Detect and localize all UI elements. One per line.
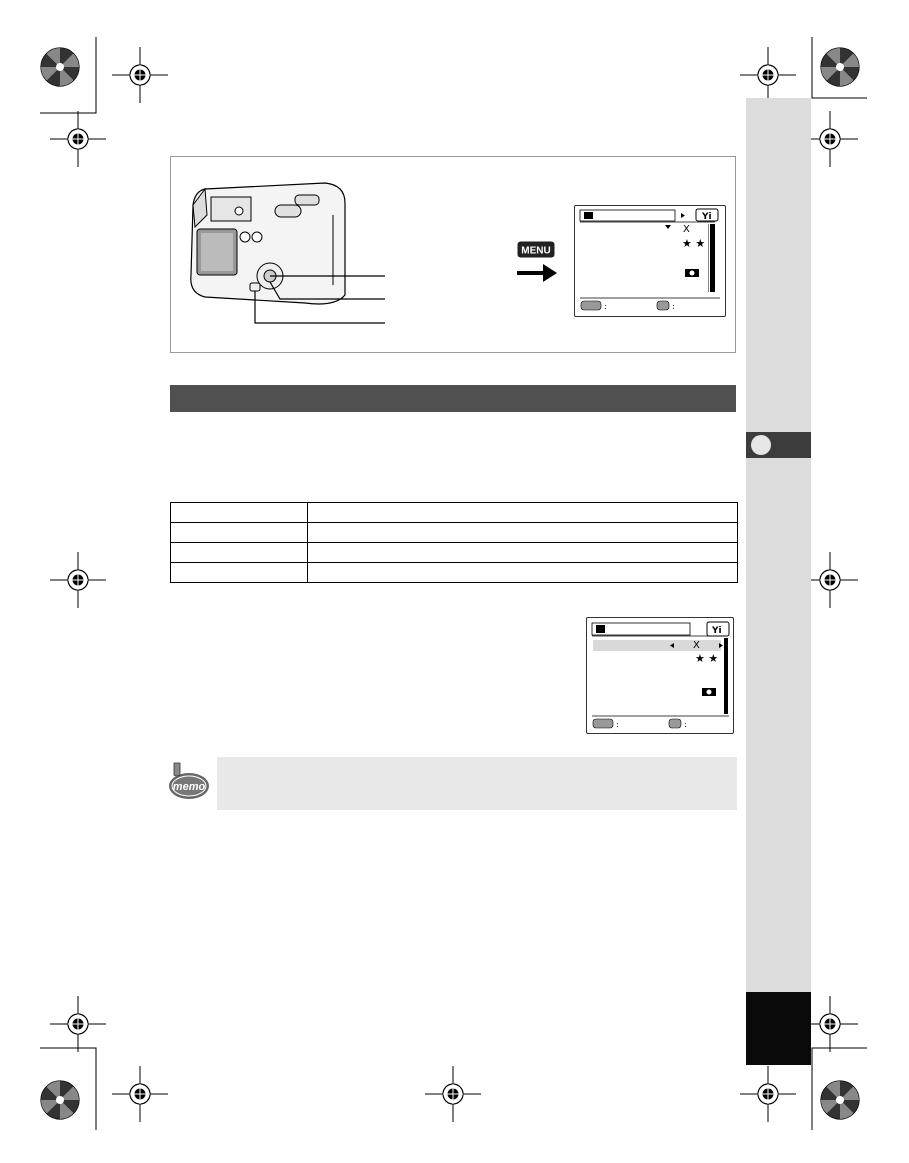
lcd-menu-screen-2 xyxy=(586,617,734,734)
screen2-row2-value: ★ ★ xyxy=(695,652,719,665)
svg-text::: : xyxy=(616,720,619,729)
memo-box xyxy=(217,757,737,810)
svg-text:Yi: Yi xyxy=(702,212,712,222)
svg-text:Yi: Yi xyxy=(712,626,722,636)
info-table xyxy=(170,502,738,583)
menu-button-icon xyxy=(517,241,555,258)
menu-button-label: MENU xyxy=(521,245,551,257)
table-cell xyxy=(308,523,738,543)
table-row xyxy=(171,563,738,583)
lcd-menu-screen-1 xyxy=(574,205,726,317)
screen1-row1-value: X xyxy=(683,224,690,235)
table-cell xyxy=(308,543,738,563)
table-cell xyxy=(171,503,308,523)
table-cell xyxy=(308,563,738,583)
screen1-row2-value: ★ ★ xyxy=(682,237,706,250)
chapter-number-circle xyxy=(751,435,771,455)
screen2-row1-value: X xyxy=(693,640,700,651)
section-heading-bar xyxy=(170,385,736,412)
right-arrow-icon xyxy=(517,262,557,284)
table-row xyxy=(171,543,738,563)
table-cell xyxy=(171,543,308,563)
svg-text::: : xyxy=(684,720,687,729)
memo-icon xyxy=(166,759,210,803)
svg-text::: : xyxy=(604,302,607,311)
table-row xyxy=(171,503,738,523)
table-cell xyxy=(171,563,308,583)
svg-text::: : xyxy=(672,302,675,311)
table-row xyxy=(171,523,738,543)
camera-illustration xyxy=(185,175,415,335)
memo-logo-text: memo xyxy=(172,781,206,793)
table-cell xyxy=(308,503,738,523)
table-cell xyxy=(171,523,308,543)
chapter-side-strip xyxy=(746,98,811,1065)
page-number-box xyxy=(746,992,811,1065)
